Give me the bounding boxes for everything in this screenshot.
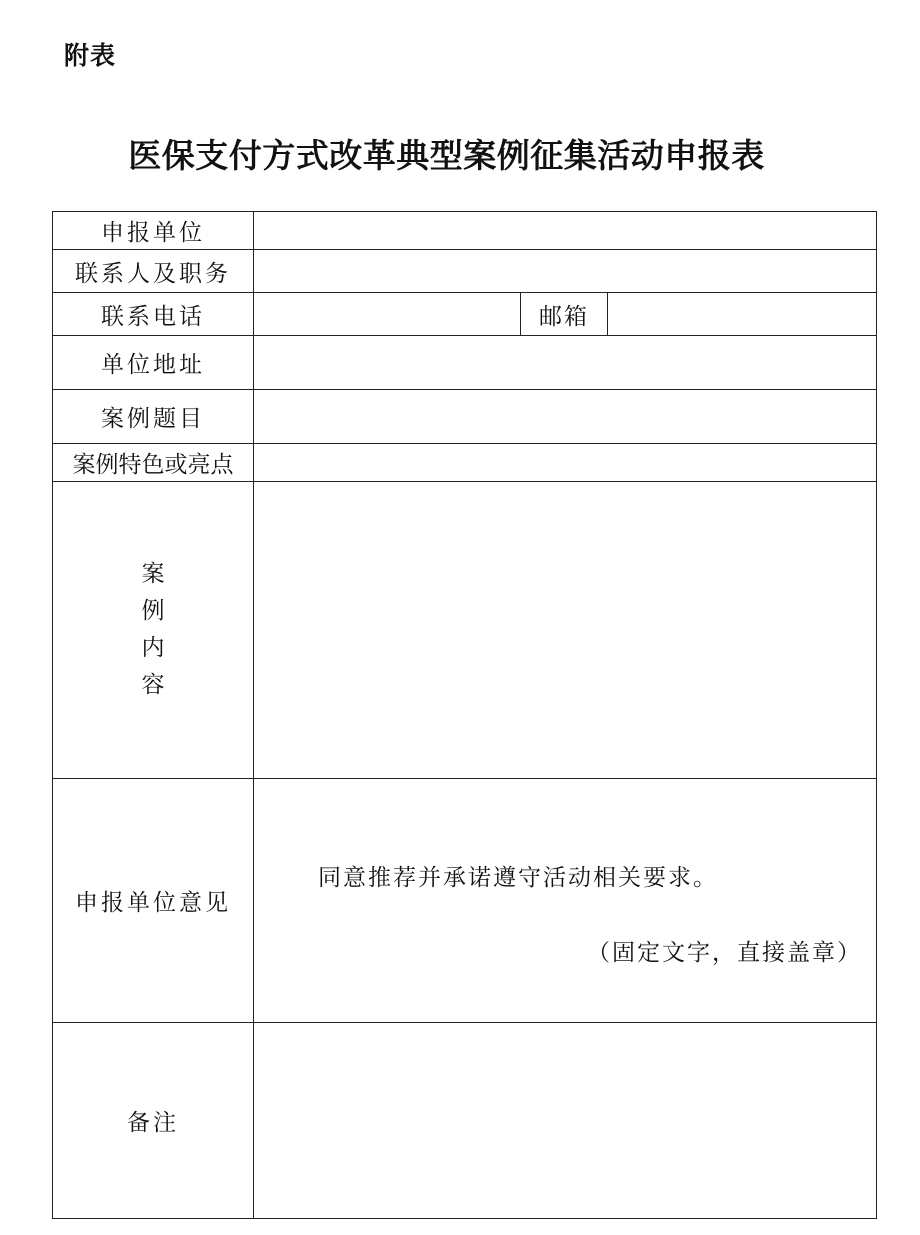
- attachment-label: 附表: [64, 41, 117, 70]
- application-form-table: [52, 211, 877, 1219]
- remarks-field[interactable]: [254, 1023, 877, 1219]
- row-reporting-unit: [53, 212, 877, 250]
- reporting-unit-field[interactable]: [254, 212, 877, 250]
- row-unit-opinion: [53, 779, 877, 1023]
- case-title-field[interactable]: [254, 390, 877, 444]
- case-content-label: 案例内容: [141, 561, 165, 698]
- row-case-highlights: [53, 444, 877, 482]
- case-highlights-field[interactable]: [254, 444, 877, 482]
- email-label: 邮箱: [521, 293, 608, 336]
- unit-opinion-field[interactable]: [254, 779, 877, 1023]
- case-content-label-cell: [53, 482, 254, 779]
- phone-field[interactable]: [254, 293, 521, 336]
- email-field[interactable]: [608, 293, 877, 336]
- row-contact-person: [53, 250, 877, 293]
- page-title: 医保支付方式改革典型案例征集活动申报表: [128, 136, 765, 175]
- contact-person-label: 联系人及职务: [53, 250, 254, 293]
- address-field[interactable]: [254, 336, 877, 390]
- case-title-label: 案例题目: [53, 390, 254, 444]
- unit-opinion-label: 申报单位意见: [53, 779, 254, 1023]
- row-case-content: [53, 482, 877, 779]
- address-label: 单位地址: [53, 336, 254, 390]
- reporting-unit-label: 申报单位: [53, 212, 254, 250]
- contact-person-field[interactable]: [254, 250, 877, 293]
- row-address: [53, 336, 877, 390]
- row-phone-email: [53, 293, 877, 336]
- case-content-field[interactable]: [254, 482, 877, 779]
- phone-label: 联系电话: [53, 293, 254, 336]
- row-remarks: [53, 1023, 877, 1219]
- row-case-title: [53, 390, 877, 444]
- unit-opinion-note: （固定文字，直接盖章）: [587, 940, 863, 966]
- case-highlights-label: 案例特色或亮点: [53, 444, 254, 482]
- remarks-label: 备注: [53, 1023, 254, 1219]
- unit-opinion-text: 同意推荐并承诺遵守活动相关要求。: [318, 865, 718, 891]
